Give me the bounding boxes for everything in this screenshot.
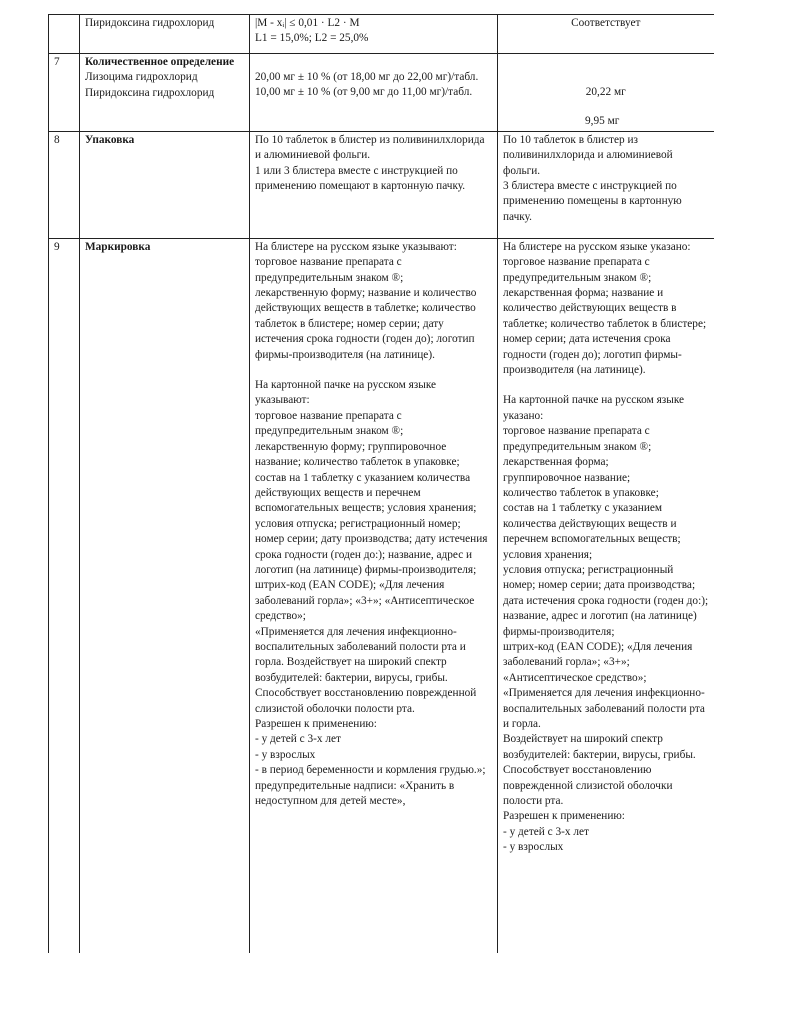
spec-line: 10,00 мг ± 10 % (от 9,00 мг до 11,00 мг)/табл. <box>255 86 473 99</box>
row-number: 9 <box>49 238 80 953</box>
spec-line: 20,00 мг ± 10 % (от 18,00 мг до 22,00 мг)/табл. <box>255 71 479 83</box>
table-row <box>49 238 714 953</box>
specification-table <box>48 14 714 953</box>
specification-cell <box>250 54 498 132</box>
specification-cell <box>250 15 498 54</box>
row-number <box>49 15 80 54</box>
spec-paragraph: На картонной пачке на русском языке указывают: торговое название препарата с предупредительным знаком ®; лекарственную форму; группировочное название; количество таблеток в упаковке; состав на 1 таблетку с указанием количества действующих веществ и перечнем вспомогательных веществ; условия хранения; условия отпуска; регистрационный номер; номер серии; дату производства; дату истечения срока годности (годен до:); название, адрес и логотип (на латинице) фирмы-производителя; штрих-код (EAN CODE); «Для лечения заболеваний горла»; «3+»; «Антисептическое средство»; «Применяется для лечения инфекционно-воспалительных заболеваний полости рта и горла. Воздействует на широкий спектр возбудителей: бактерии, вирусы, грибы. Способствует восстановлению поврежденной слизистой оболочки полости рта. Разрешен к применению: - у детей с 3-х лет - у взрослых - в период беременности и кормления грудью.»; предупредительные надписи: «Хранить в недоступном для детей месте», <box>255 379 488 808</box>
indicator-subitem: Лизоцима гидрохлорид <box>85 71 198 84</box>
spec-paragraph: На блистере на русском языке указывают: торговое название препарата с предупредительным знаком ®; лекарственную форму; название и количество действующих веществ в таблетке; количество таблеток в блистере; номер серии; дату истечения срока годности (годен до); логотип фирмы-производителя (на латинице). <box>255 240 477 361</box>
spec-line: |M - xᵢ| ≤ 0,01 · L2 · M <box>255 17 360 29</box>
spec-line: L1 = 15,0%; L2 = 25,0% <box>255 32 369 45</box>
row-number: 7 <box>49 54 80 132</box>
indicator-title: Количественное определение <box>85 56 235 68</box>
indicator-name: Пиридоксина гидрохлорид <box>80 15 250 54</box>
result-cell: Соответствует <box>498 15 714 54</box>
table-row <box>49 131 714 238</box>
row-number: 8 <box>49 131 80 238</box>
result-paragraph: На блистере на русском языке указано: торговое название препарата с предупредительным знаком ®; лекарственная форма; название и количество действующих веществ в таблетке; количество таблеток в блистере; номер серии; дата истечения срока годности (годен до); логотип фирмы-производителя (на латинице). <box>503 240 707 377</box>
specification-cell: По 10 таблеток в блистер из поливинилхлорида и алюминиевой фольги. 1 или 3 блистера вместе с инструкцией по применению помещают в картонную пачку. <box>250 131 498 238</box>
result-value: 9,95 мг <box>585 115 620 128</box>
table-row <box>49 54 714 132</box>
table-row <box>49 15 714 54</box>
specification-cell <box>250 238 498 953</box>
indicator-name: Маркировка <box>80 238 250 953</box>
result-paragraph: На картонной пачке на русском языке указано: торговое название препарата с предупредительным знаком ®; лекарственная форма; группировочное название; количество таблеток в упаковке; состав на 1 таблетку с указанием количества действующих веществ и перечнем вспомогательных веществ; условия хранения; условия отпуска; регистрационный номер; номер серии; дата производства; дата истечения срока годности (годен до:); название, адрес и логотип (на латинице) фирмы-производителя; штрих-код (EAN CODE); «Для лечения заболеваний горла»; «3+»; «Антисептическое средство»; «Применяется для лечения инфекционно-воспалительных заболеваний полости рта и горла. Воздействует на широкий спектр возбудителей: бактерии, вирусы, грибы. Способствует восстановлению поврежденной слизистой оболочки полости рта. Разрешен к применению: - у детей с 3-х лет - у взрослых <box>503 394 709 854</box>
indicator-subitem: Пиридоксина гидрохлорид <box>85 86 215 99</box>
result-value: 20,22 мг <box>585 86 626 98</box>
result-cell: По 10 таблеток в блистер из поливинилхлорида и алюминиевой фольги. 3 блистера вместе с инструкцией по применению помещены в картонную пачку. <box>498 131 714 238</box>
indicator-name <box>80 54 250 132</box>
result-cell <box>498 54 714 132</box>
result-cell <box>498 238 714 953</box>
indicator-name: Упаковка <box>80 131 250 238</box>
